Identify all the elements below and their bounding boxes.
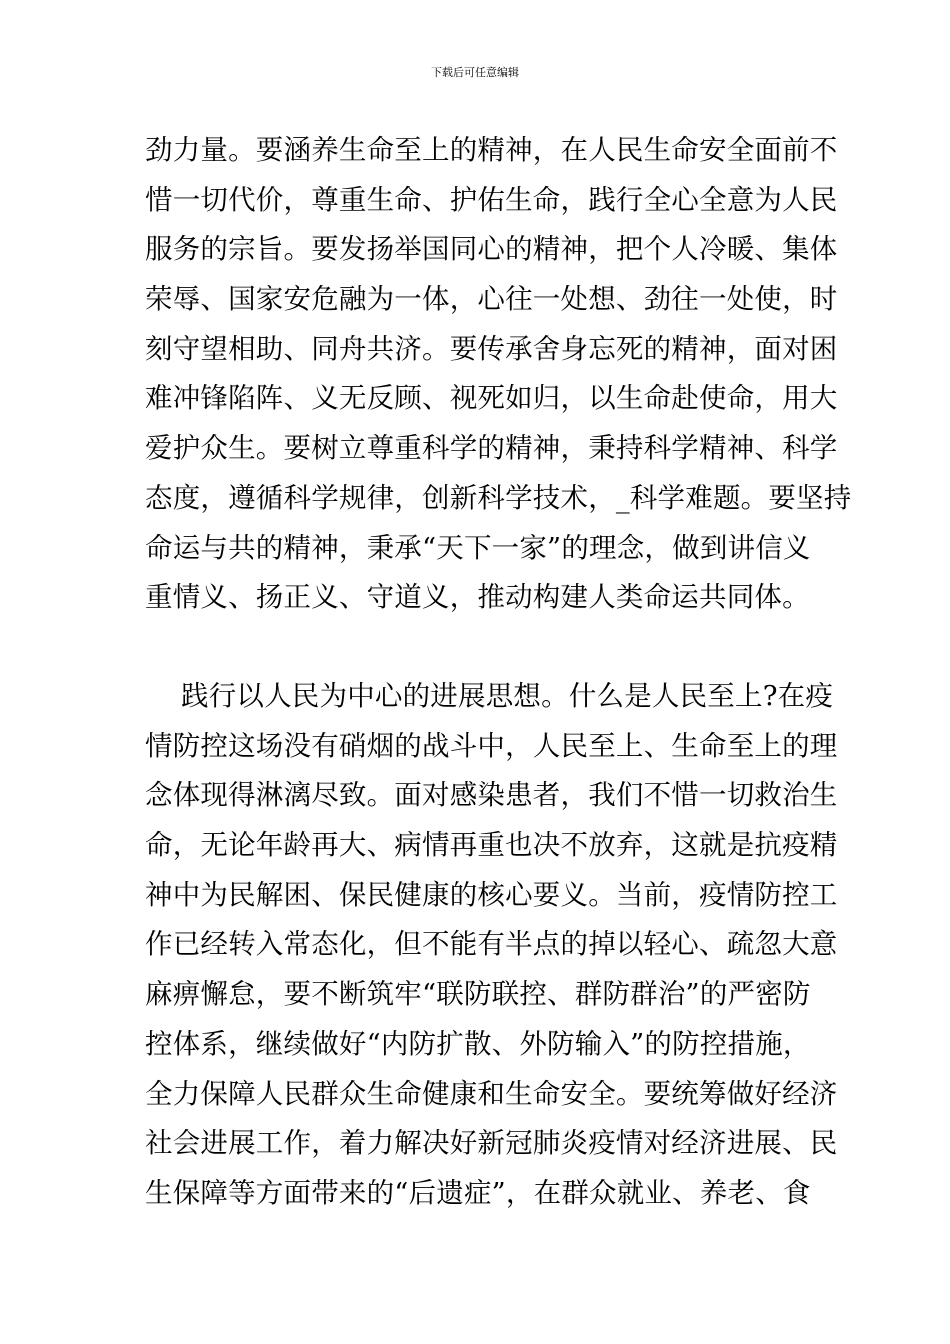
text-line: 社会进展工作，着力解决好新冠肺炎疫情对经济进展、民 [145, 1127, 838, 1160]
text-line: 重情义、扬正义、守道义，推动构建人类命运共同体。 [145, 581, 810, 614]
text-line: 麻痹懈怠，要不断筑牢“联防联控、群防群治”的严密防 [145, 978, 811, 1011]
text-line: 神中为民解困、保民健康的核心要义。当前，疫情防控工 [145, 878, 838, 911]
text-line: 荣辱、国家安危融为一体，心往一处想、劲往一处使，时 [145, 283, 838, 316]
text-line: 生保障等方面带来的“后遗症”，在群众就业、养老、食 [145, 1176, 811, 1209]
text-line: 践行以人民为中心的进展思想。什么是人民至上?在疫 [181, 680, 834, 712]
text-line: 爱护众生。要树立尊重科学的精神，秉持科学精神、科学 [145, 432, 838, 465]
text-line: 刻守望相助、同舟共济。要传承舍身忘死的精神，面对困 [145, 332, 838, 365]
text-line: 情防控这场没有硝烟的战斗中，人民至上、生命至上的理 [145, 729, 838, 762]
text-line: 劲力量。要涵养生命至上的精神，在人民生命安全面前不 [145, 134, 838, 166]
text-line: 控体系，继续做好“内防扩散、外防输入”的防控措施， [145, 1027, 811, 1060]
text-line: 惜一切代价，尊重生命、护佑生命，践行全心全意为人民 [145, 183, 838, 216]
paragraph-2 [145, 672, 838, 1219]
text-line: 服务的宗旨。要发扬举国同心的精神，把个人冷暖、集体 [145, 233, 838, 266]
page-header: 下载后可任意编辑 [431, 66, 519, 79]
text-line: 态度，遵循科学规律，创新科学技术，_科学难题。要坚持 [145, 481, 852, 514]
text-line: 命，无论年龄再大、病情再重也决不放弃，这就是抗疫精 [145, 829, 838, 862]
text-line: 全力保障人民群众生命健康和生命安全。要统筹做好经济 [145, 1077, 838, 1110]
paragraph-1 [145, 126, 852, 623]
text-line: 作已经转入常态化，但不能有半点的掉以轻心、疏忽大意 [145, 928, 838, 961]
text-line: 念体现得淋漓尽致。面对感染患者，我们不惜一切救治生 [145, 779, 838, 812]
text-line: 难冲锋陷阵、义无反顾、视死如归，以生命赴使命，用大 [145, 382, 838, 415]
text-line: 命运与共的精神，秉承“天下一家”的理念，做到讲信义 [145, 531, 811, 564]
